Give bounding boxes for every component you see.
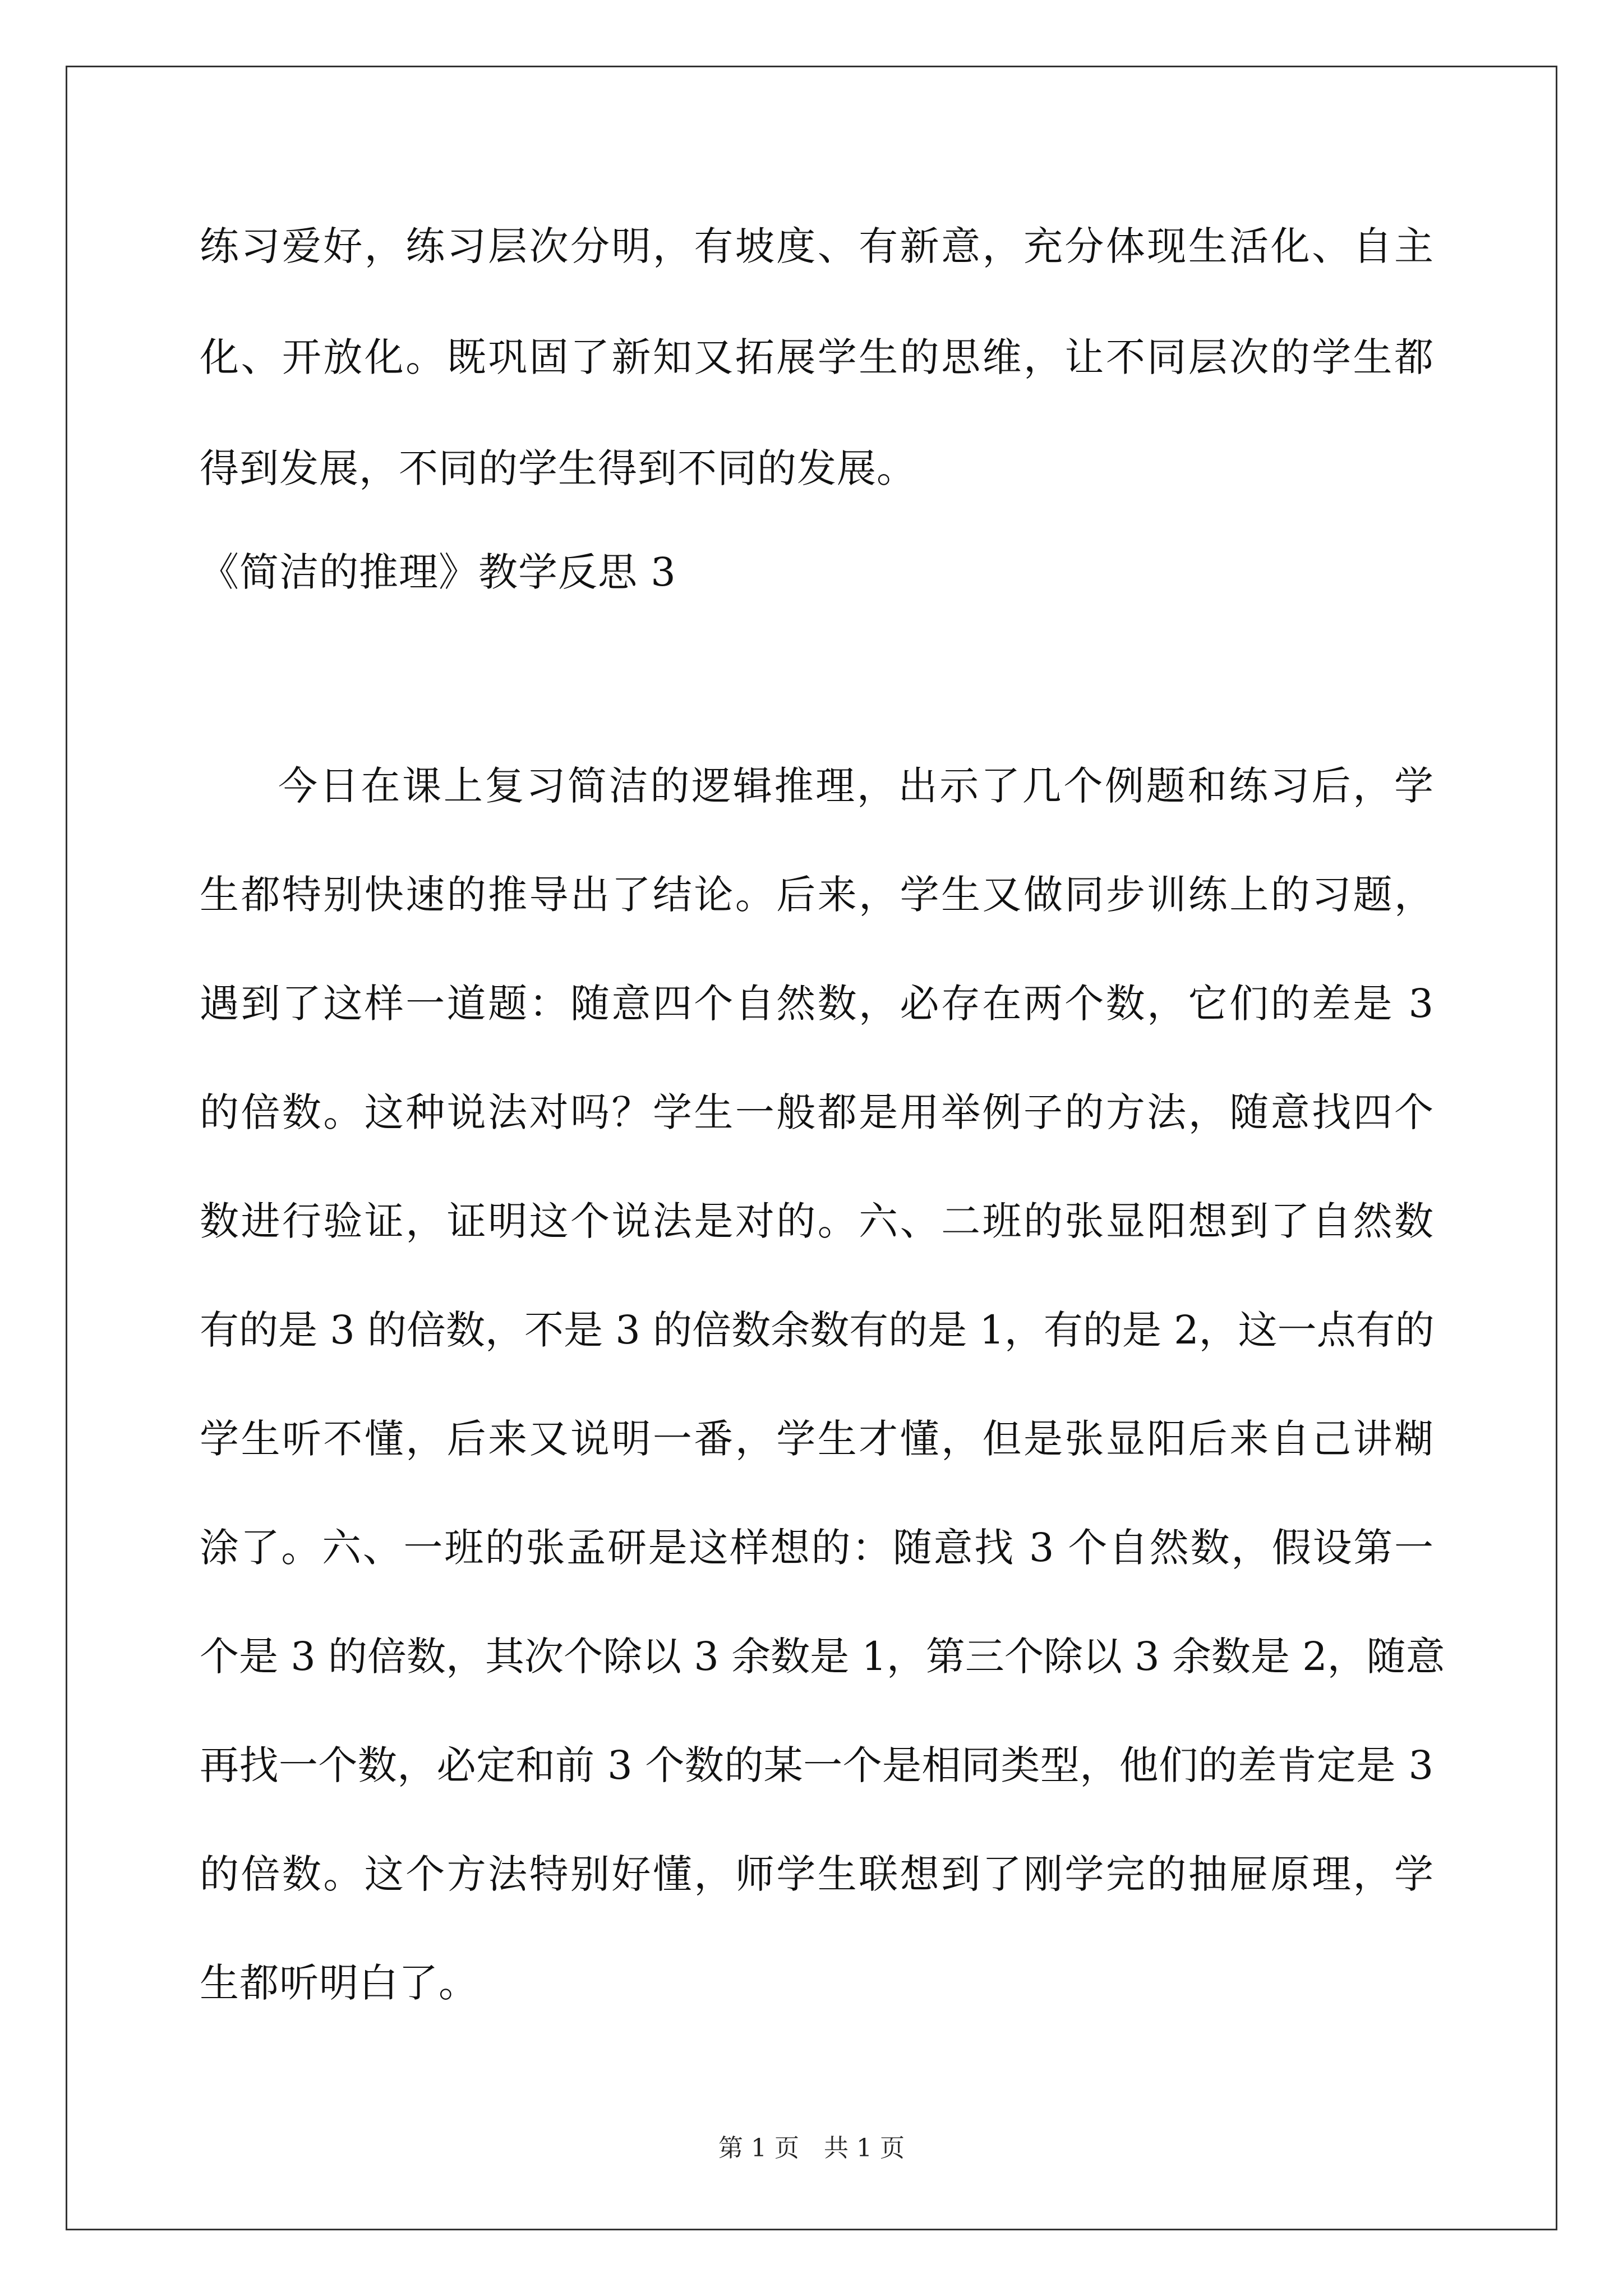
body-text-line: 个是 3 的倍数，其次个除以 3 余数是 1，第三个除以 3 余数是 2，随意 (200, 1634, 1445, 1680)
body-text-line: 的倍数。这种说法对吗？学生一般都是用举例子的方法，随意找四个 (200, 1089, 1433, 1135)
body-text-line: 生都听明白了。 (200, 1960, 478, 2006)
body-text-line: 得到发展，不同的学生得到不同的发展。 (200, 445, 916, 491)
body-text-line: 学生听不懂，后来又说明一番，学生才懂，但是张显阳后来自己讲糊 (200, 1416, 1433, 1462)
section-title: 《简洁的推理》教学反思 3 (200, 549, 676, 595)
page-number-footer: 第 1 页 共 1 页 (718, 2134, 905, 2162)
page-border (66, 66, 1557, 2230)
body-text-line: 练习爱好，练习层次分明，有坡度、有新意，充分体现生活化、自主 (200, 223, 1433, 269)
body-text-line: 生都特别快速的推导出了结论。后来，学生又做同步训练上的习题， (200, 872, 1433, 918)
body-text-line: 的倍数。这个方法特别好懂，师学生联想到了刚学完的抽屉原理，学 (200, 1851, 1433, 1897)
body-text-line: 再找一个数，必定和前 3 个数的某一个是相同类型，他们的差肯定是 3 (200, 1742, 1433, 1788)
body-text-line: 数进行验证，证明这个说法是对的。六、二班的张显阳想到了自然数 (200, 1198, 1433, 1244)
body-text-line: 有的是 3 的倍数，不是 3 的倍数余数有的是 1，有的是 2，这一点有的 (200, 1307, 1435, 1353)
body-text-line: 涂了。六、一班的张孟研是这样想的：随意找 3 个自然数，假设第一 (200, 1525, 1433, 1571)
body-text-line: 化、开放化。既巩固了新知又拓展学生的思维，让不同层次的学生都 (200, 334, 1433, 380)
body-text-line: 遇到了这样一道题：随意四个自然数，必存在两个数，它们的差是 3 (200, 981, 1433, 1027)
body-text-line: 今日在课上复习简洁的逻辑推理，出示了几个例题和练习后，学 (278, 763, 1433, 809)
